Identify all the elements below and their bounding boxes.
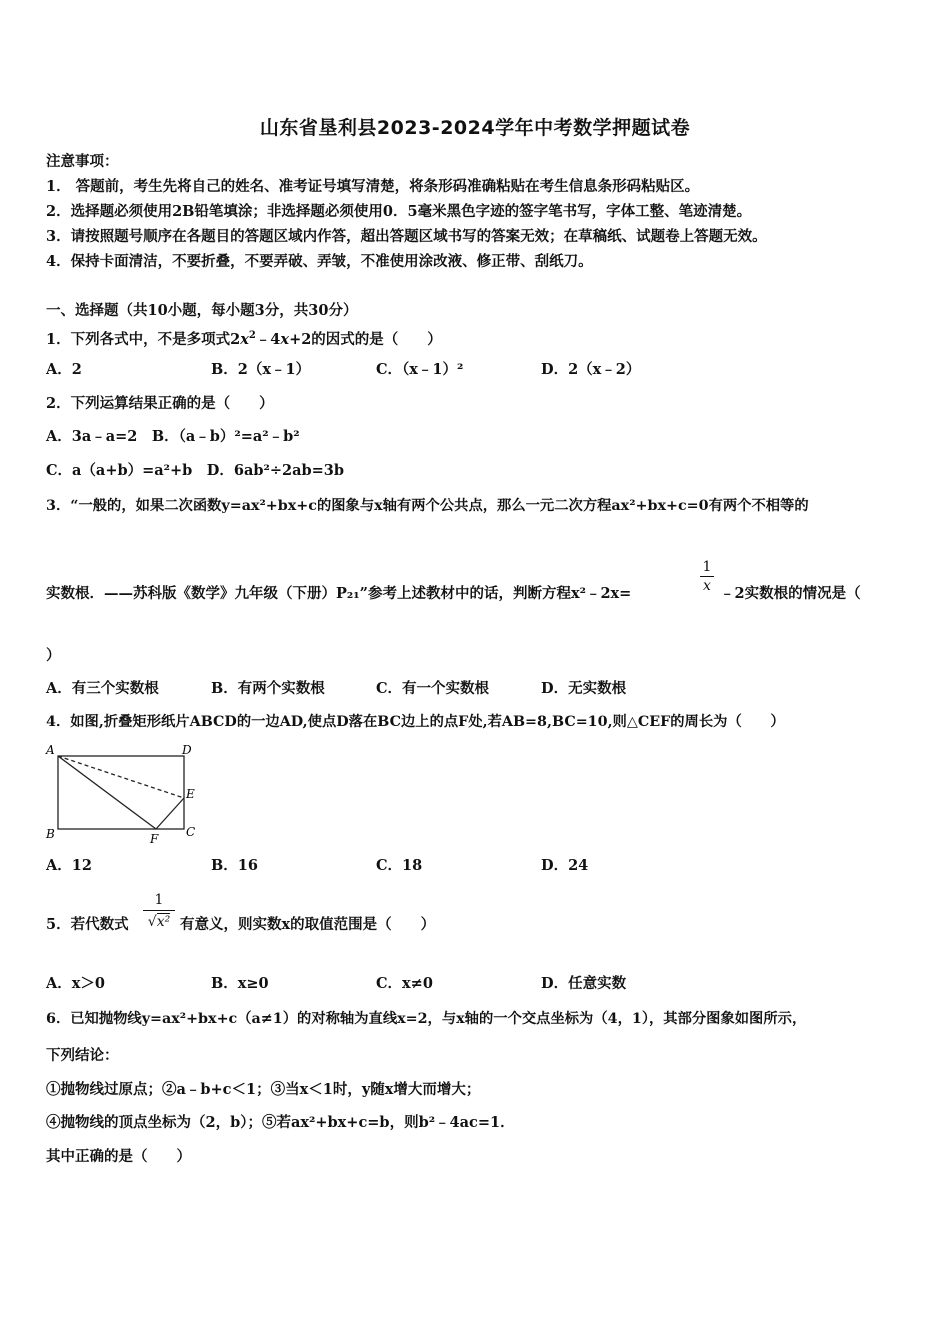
q6-line-2: 下列结论： bbox=[46, 1047, 119, 1064]
q1-stem bbox=[46, 326, 442, 350]
q1-option-c: C．（x﹣1）² bbox=[376, 361, 464, 378]
q4-stem: 4．如图,折叠矩形纸片ABCD的一边AD,使点D落在BC边上的点F处,若AB=8,BC=10,则△CEF的周长为（ ） bbox=[46, 714, 785, 730]
q4-option-b: B．16 bbox=[211, 857, 258, 874]
q1-stem-c: +2的因式的是（ ） bbox=[289, 330, 442, 348]
q3-fraction bbox=[698, 558, 716, 595]
q6-line-4: ④抛物线的顶点坐标为（2，b）；⑤若ax²+bx+c=b，则b²﹣4ac=1． bbox=[46, 1114, 515, 1131]
label-a: A bbox=[46, 743, 55, 757]
segment-af bbox=[58, 756, 156, 829]
q3-fraction-denominator: x bbox=[703, 578, 711, 594]
q3-option-c: C．有一个实数根 bbox=[376, 680, 490, 697]
q3-line-2b: ﹣2实数根的情况是（ bbox=[720, 585, 861, 602]
q1-stem-a: 1．下列各式中，不是多项式2 bbox=[46, 330, 241, 348]
segment-fe bbox=[156, 798, 184, 829]
page-title: 山东省垦利县2023-2024学年中考数学押题试卷 bbox=[259, 117, 691, 139]
q4-option-a: A．12 bbox=[46, 857, 92, 874]
notice-item-2: 2．选择题必须使用2B铅笔填涂；非选择题必须使用0．5毫米黑色字迹的签字笔书写，字体工整、笔迹清楚。 bbox=[46, 203, 752, 220]
q5-fraction-denominator bbox=[140, 911, 178, 933]
q1-option-b: B．2（x﹣1） bbox=[211, 361, 311, 378]
q2-stem: 2．下列运算结果正确的是（ ） bbox=[46, 395, 274, 412]
label-e: E bbox=[186, 787, 195, 801]
q4-rectangle-figure bbox=[44, 740, 204, 845]
q4-option-c: C．18 bbox=[376, 857, 423, 874]
label-b: B bbox=[46, 827, 55, 841]
q6-line-5: 其中正确的是（ ） bbox=[46, 1148, 191, 1165]
q3-line-2a: 实数根．——苏科版《数学》九年级（下册）P₂₁”参考上述教材中的话，判断方程x²﹣2x= bbox=[46, 585, 632, 602]
q6-line-3: ①抛物线过原点；②a﹣b+c＜1；③当x＜1时，y随x增大而增大； bbox=[46, 1081, 481, 1098]
q1-option-a: A．2 bbox=[46, 361, 82, 378]
q3-fraction-numerator: 1 bbox=[702, 559, 712, 575]
q1-stem-var: x bbox=[240, 330, 249, 348]
q5-option-a: A．x＞0 bbox=[46, 975, 105, 992]
q5-radicand: x² bbox=[156, 914, 171, 930]
q5-option-d: D．任意实数 bbox=[541, 975, 627, 992]
label-c: C bbox=[186, 825, 196, 839]
notice-heading: 注意事项： bbox=[46, 153, 119, 170]
q3-line-1: 3．“一般的，如果二次函数y=ax²+bx+c的图象与x轴有两个公共点，那么一元二次方程ax²+bx+c=0有两个不相等的 bbox=[46, 498, 809, 514]
q2-options-row-1: A．3a﹣a=2 B．（a﹣b）²=a²﹣b² bbox=[46, 428, 300, 445]
label-f: F bbox=[150, 832, 159, 845]
q3-option-a: A．有三个实数根 bbox=[46, 680, 159, 697]
q5-stem-a: 5．若代数式 bbox=[46, 916, 129, 933]
q5-stem-b: 有意义，则实数x的取值范围是（ ） bbox=[180, 916, 436, 933]
q5-fraction bbox=[140, 890, 178, 933]
notice-item-3: 3．请按照题号顺序在各题目的答题区域内作答，超出答题区域书写的答案无效；在草稿纸、试题卷上答题无效。 bbox=[46, 228, 767, 245]
q5-fraction-numerator: 1 bbox=[154, 892, 164, 908]
q5-option-c: C．x≠0 bbox=[376, 975, 433, 992]
q4-option-d: D．24 bbox=[541, 857, 589, 874]
notice-item-1: 1． 答题前，考生先将自己的姓名、准考证号填写清楚，将条形码准确粘贴在考生信息条形码粘贴区。 bbox=[46, 178, 700, 195]
q1-option-d: D．2（x﹣2） bbox=[541, 361, 641, 378]
q1-stem-var-2: x bbox=[280, 330, 290, 348]
q1-stem-b: ﹣4 bbox=[255, 330, 281, 348]
segment-ae-dashed bbox=[58, 756, 184, 798]
q3-option-d: D．无实数根 bbox=[541, 680, 627, 697]
q3-line-3: ） bbox=[46, 647, 61, 664]
q5-option-b: B．x≥0 bbox=[211, 975, 269, 992]
label-d: D bbox=[182, 743, 192, 757]
sqrt-icon: √ bbox=[147, 914, 157, 930]
notice-item-4: 4．保持卡面清洁，不要折叠，不要弄破、弄皱，不准使用涂改液、修正带、刮纸刀。 bbox=[46, 253, 593, 270]
q2-options-row-2: C．a（a+b）=a²+b D．6ab²÷2ab=3b bbox=[46, 462, 345, 479]
q3-option-b: B．有两个实数根 bbox=[211, 680, 325, 697]
q6-line-1: 6．已知抛物线y=ax²+bx+c（a≠1）的对称轴为直线x=2，与x轴的一个交点坐标为（4，1），其部分图象如图所示， bbox=[46, 1011, 807, 1027]
section-heading: 一、选择题（共10小题，每小题3分，共30分） bbox=[46, 302, 358, 319]
q1-stem-sup: 2 bbox=[248, 330, 256, 341]
